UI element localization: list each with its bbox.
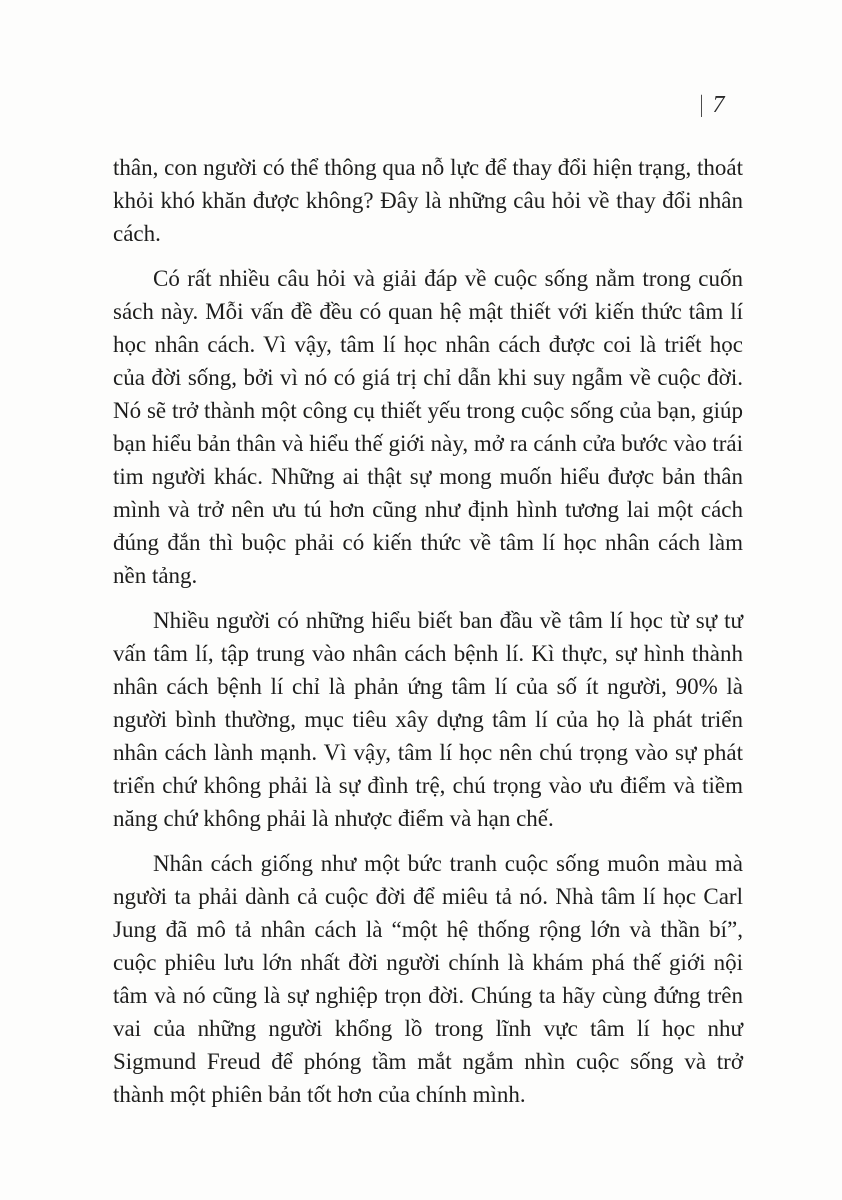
page-number-separator: | bbox=[699, 92, 703, 118]
paragraph: Nhiều người có những hiểu biết ban đầu về tâm lí học từ sự tư vấn tâm lí, tập trung vào nhân cách bệnh lí. Kì thực, sự hình thành nhân cách bệnh lí chỉ là phản ứng tâm lí của số ít người, 90% là người bình thường, mục tiêu xây dựng tâm lí của họ là phát triển nhân cách lành mạnh. Vì vậy, tâm lí học nên chú trọng vào sự phát triển chứ không phải là sự đình trệ, chú trọng vào ưu điểm và tiềm năng chứ không phải là nhược điểm và hạn chế. bbox=[113, 608, 743, 831]
page-number: 7 bbox=[712, 92, 725, 118]
page-header bbox=[113, 90, 725, 120]
paragraph: Nhân cách giống như một bức tranh cuộc sống muôn màu mà người ta phải dành cả cuộc đời để miêu tả nó. Nhà tâm lí học Carl Jung đã mô tả nhân cách là “một hệ thống rộng lớn và thần bí”, cuộc phiêu lưu lớn nhất đời người chính là khám phá thế giới nội tâm và nó cũng là sự nghiệp trọn đời. Chúng ta hãy cùng đứng trên vai của những người khổng lồ trong lĩnh vực tâm lí học như Sigmund Freud để phóng tầm mắt ngắm nhìn cuộc sống và trở thành một phiên bản tốt hơn của chính mình. bbox=[113, 851, 743, 1107]
paragraph: Có rất nhiều câu hỏi và giải đáp về cuộc sống nằm trong cuốn sách này. Mỗi vấn đề đều có quan hệ mật thiết với kiến thức tâm lí học nhân cách. Vì vậy, tâm lí học nhân cách được coi là triết học của đời sống, bởi vì nó có giá trị chỉ dẫn khi suy ngẫm về cuộc đời. Nó sẽ trở thành một công cụ thiết yếu trong cuộc sống của bạn, giúp bạn hiểu bản thân và hiểu thế giới này, mở ra cánh cửa bước vào trái tim người khác. Những ai thật sự mong muốn hiểu được bản thân mình và trở nên ưu tú hơn cũng như định hình tương lai một cách đúng đắn thì buộc phải có kiến thức về tâm lí học nhân cách làm nền tảng. bbox=[113, 266, 743, 588]
page-content bbox=[113, 151, 743, 1123]
paragraph-continuation: thân, con người có thể thông qua nỗ lực để thay đổi hiện trạng, thoát khỏi khó khăn được không? Đây là những câu hỏi về thay đổi nhân cách. bbox=[113, 155, 743, 246]
